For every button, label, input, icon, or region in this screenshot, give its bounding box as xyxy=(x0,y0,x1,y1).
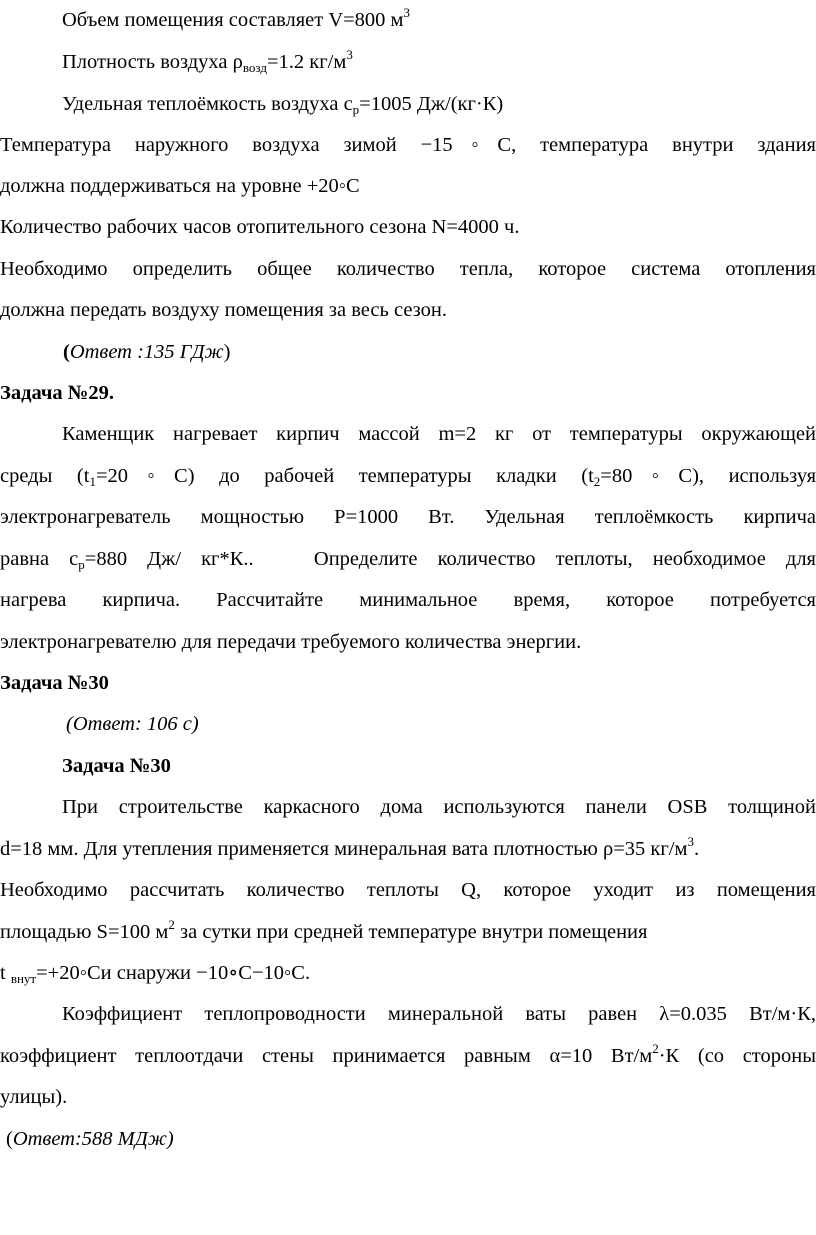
volume-exponent: 3 xyxy=(403,5,411,20)
task-30-line-4: площадью S=100 $м^2$ за сутки при средней температуре внутри помещения xyxy=(0,917,648,943)
task-29-line-4: равна $c_p=880$ Дж/ кг*К.. Определите количество теплоты, необходимое для xyxy=(0,548,816,572)
answer-line-2: (Ответ: 106 с) xyxy=(66,713,199,735)
volume-text: Объем помещения составляет V=800 м xyxy=(62,9,404,31)
task-29-line-2: среды $(t_1=20◦C)$ до рабочей температуры кладки $(t_2=80◦C)$, используя xyxy=(0,465,816,489)
task-30-line-1: При строительстве каркасного дома используются панели OSB толщиной xyxy=(62,796,816,818)
hours-line: Количество рабочих часов отопительного сезона N=4000 ч. xyxy=(0,216,520,238)
density-text: Плотность воздуха ρ xyxy=(62,51,243,73)
question-line-1: Необходимо определить общее количество тепла, которое система отопления xyxy=(0,258,816,280)
answer-line-3: (Ответ:588 МДж) xyxy=(6,1128,174,1150)
temperature-line-2: должна поддерживаться на уровне +20◦C xyxy=(0,175,360,197)
task-29-line-6: электронагревателю для передачи требуемого количества энергии. xyxy=(0,631,582,653)
task-29-line-3: электронагреватель мощностью P=1000 Вт. Удельная теплоёмкость кирпича xyxy=(0,506,816,528)
task-30-line-5: t $_{внут}$=+20◦Cи снаружи −10∘C−10◦C. xyxy=(0,962,311,986)
task-30-title-first: Задача №30 xyxy=(0,672,109,694)
task-29-line-1: Каменщик нагревает кирпич массой m=2 кг от температуры окружающей xyxy=(62,423,816,445)
answer-paren-close: ) xyxy=(223,341,231,363)
task-30-line-7: коэффициент теплоотдачи стены принимается равным α=10 $Вт/м^2\cdot К$ (со стороны xyxy=(0,1041,816,1067)
volume-line xyxy=(62,0,816,42)
task-29-title: Задача №29. xyxy=(0,382,115,404)
temperature-line-1: Температура наружного воздуха зимой −15◦C, температура внутри здания xyxy=(0,134,816,156)
question-line-2: должна передать воздуху помещения за весь сезон. xyxy=(0,299,447,321)
air-heat-line xyxy=(62,84,816,126)
answer-line-1 xyxy=(63,332,816,374)
density-exponent: 3 xyxy=(346,47,353,62)
density-subscript: возд xyxy=(242,60,267,75)
task-30-line-6: Коэффициент теплопроводности минеральной ваты равен λ=0.035 Вт/м·К, xyxy=(62,1003,816,1025)
task-30-line-2: d=18 мм. Для утепления применяется минеральная вата плотностью ρ=35 $кг/м^3$. xyxy=(0,834,700,860)
density-line xyxy=(62,42,816,84)
answer-paren-open: ( xyxy=(63,341,70,363)
density-value: =1.2 кг/м xyxy=(266,51,347,73)
answer-text: Ответ :135 ГДж xyxy=(69,341,224,363)
task-29-line-5: нагрева кирпича. Рассчитайте минимальное время, которое потребуется xyxy=(0,589,816,611)
air-heat-value: =1005 Дж/(кг·К) xyxy=(359,93,504,115)
task-30-title-second: Задача №30 xyxy=(62,755,171,777)
air-heat-text: Удельная теплоёмкость воздуха c xyxy=(62,93,353,115)
task-30-line-8: улицы). xyxy=(0,1086,68,1108)
task-30-line-3: Необходимо рассчитать количество теплоты Q, которое уходит из помещения xyxy=(0,879,816,901)
air-heat-subscript: p xyxy=(352,102,360,117)
